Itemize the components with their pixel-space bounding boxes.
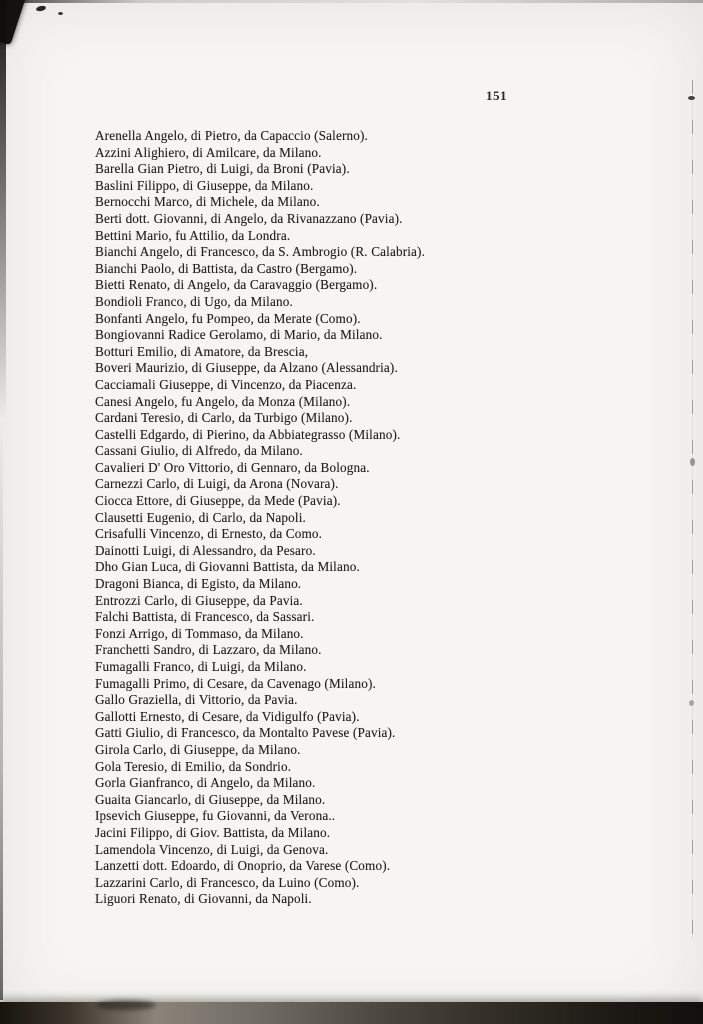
list-entry: Entrozzi Carlo, di Giuseppe, da Pavia. [95,592,303,608]
list-entry: Clausetti Eugenio, di Carlo, da Napoli. [95,509,306,525]
list-entry: Crisafulli Vincenzo, di Ernesto, da Como. [95,526,323,542]
scan-artifact-speck [36,5,47,12]
list-entry: Ipsevich Giuseppe, fu Giovanni, da Verona.. [95,808,336,824]
scan-artifact-right-tick [688,96,695,100]
entry-list [95,128,595,908]
list-entry: Azzini Alighiero, di Amilcare, da Milano. [95,144,322,160]
list-entry: Cavalieri D' Oro Vittorio, di Gennaro, da Bologna. [95,459,370,475]
list-entry: Dho Gian Luca, di Giovanni Battista, da Milano. [95,559,360,575]
list-entry: Fumagalli Franco, di Luigi, da Milano. [95,659,307,674]
scan-artifact-left-band [0,0,6,420]
list-entry: Barella Gian Pietro, di Luigi, da Broni (Pavia). [95,161,350,177]
list-entry: Cardani Teresio, di Carlo, da Turbigo (Milano). [95,410,353,426]
list-entry: Franchetti Sandro, di Lazzaro, da Milano. [95,642,322,658]
list-entry: Bettini Mario, fu Attilio, da Londra. [95,227,291,243]
scan-artifact-speck [58,12,63,15]
list-entry: Bonfanti Angelo, fu Pompeo, da Merate (Como). [95,310,361,326]
list-entry: Lanzetti dott. Edoardo, di Onoprio, da Varese (Como). [95,858,391,874]
list-entry: Berti dott. Giovanni, di Angelo, da Rivanazzano (Pavia). [95,210,403,226]
list-entry: Bondioli Franco, di Ugo, da Milano. [95,293,293,309]
list-entry: Guaita Giancarlo, di Giuseppe, da Milano. [95,791,326,807]
list-entry: Bietti Renato, di Angelo, da Caravaggio (Bergamo). [95,277,378,293]
list-entry: Dragoni Bianca, di Egisto, da Milano. [95,576,302,592]
list-entry: Bernocchi Marco, di Michele, da Milano. [95,194,320,210]
list-entry: Gallo Graziella, di Vittorio, da Pavia. [95,692,298,708]
list-entry: Liguori Renato, di Giovanni, da Napoli. [95,891,312,907]
scan-artifact-top-left-mark [0,0,28,45]
scan-artifact-right-tick [690,458,695,466]
scan-artifact-right-tick [689,700,694,706]
list-entry: Arenella Angelo, di Pietro, da Capaccio (Salerno). [95,128,368,143]
list-entry: Fonzi Arrigo, di Tommaso, da Milano. [95,625,304,641]
list-entry: Boveri Maurizio, di Giuseppe, da Alzano (Alessandria). [95,360,398,376]
list-entry: Cassani Giulio, di Alfredo, da Milano. [95,443,303,459]
list-entry: Botturi Emilio, di Amatore, da Brescia, [95,343,309,359]
list-entry: Bianchi Paolo, di Battista, da Castro (Bergamo). [95,260,358,276]
list-entry: Carnezzi Carlo, di Luigi, da Arona (Novara). [95,476,339,492]
list-entry: Canesi Angelo, fu Angelo, da Monza (Milano). [95,393,351,409]
list-entry: Fumagalli Primo, di Cesare, da Cavenago (Milano). [95,675,376,691]
scan-artifact-right-fold-line [692,80,693,940]
page-number: 151 [486,88,507,103]
list-entry: Lamendola Vincenzo, di Luigi, da Genova. [95,841,329,857]
list-entry: Cacciamali Giuseppe, di Vincenzo, da Piacenza. [95,376,357,392]
list-entry: Baslini Filippo, di Giuseppe, da Milano. [95,177,314,193]
scan-artifact-left-band-lower [0,420,3,1000]
list-entry: Jacini Filippo, di Giov. Battista, da Milano. [95,824,331,840]
list-entry: Falchi Battista, di Francesco, da Sassari. [95,609,315,625]
scan-artifact-bottom-blotch [96,1000,156,1010]
list-entry: Bongiovanni Radice Gerolamo, di Mario, da Milano. [95,327,383,343]
list-entry: Gatti Giulio, di Francesco, da Montalto Pavese (Pavia). [95,725,396,741]
list-entry: Castelli Edgardo, di Pierino, da Abbiategrasso (Milano). [95,426,401,442]
list-entry: Girola Carlo, di Giuseppe, da Milano. [95,741,301,757]
list-entry: Dainotti Luigi, di Alessandro, da Pesaro. [95,542,316,558]
list-entry: Gola Teresio, di Emilio, da Sondrio. [95,758,292,774]
scan-artifact-bottom-band [0,1002,703,1024]
list-entry: Lazzarini Carlo, di Francesco, da Luino (Como). [95,874,360,890]
list-entry: Bianchi Angelo, di Francesco, da S. Ambrogio (R. Calabria). [95,244,426,260]
list-entry: Gorla Gianfranco, di Angelo, da Milano. [95,775,316,791]
list-entry: Ciocca Ettore, di Giuseppe, da Mede (Pavia). [95,493,341,509]
scan-artifact-top-edge [0,0,703,3]
list-entry: Gallotti Ernesto, di Cesare, da Vidigulfo (Pavia). [95,708,360,724]
